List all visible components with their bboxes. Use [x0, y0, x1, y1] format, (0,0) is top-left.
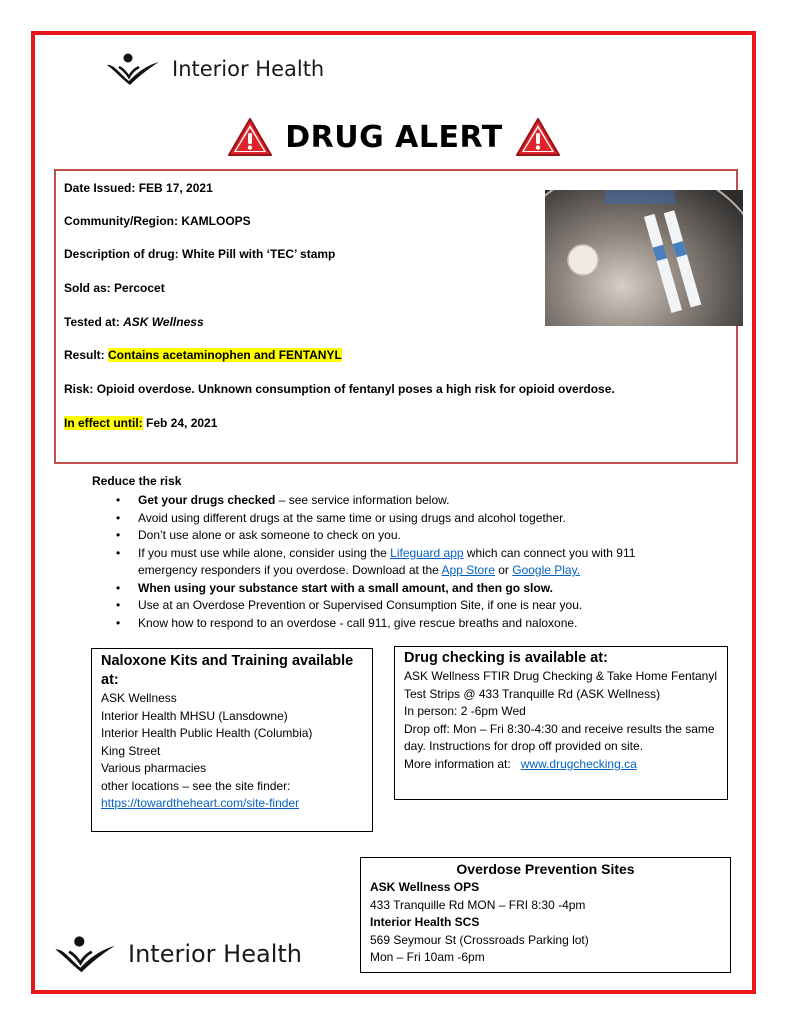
list-item: • Get your drugs checked – see service information below. [92, 492, 702, 510]
tested-at: Tested at: ASK Wellness [64, 315, 204, 329]
drug-checking-drop-off: Drop off: Mon – Fri 8:30-4:30 and receive results the same day. Instructions for drop off provided on site. [404, 721, 715, 753]
list-item: • Don’t use alone or ask someone to check on you. [92, 527, 702, 545]
drug-photo-illustration [545, 190, 743, 326]
list-item: • When using your substance start with a small amount, and then go slow. [92, 580, 702, 598]
community-region: Community/Region: KAMLOOPS [64, 214, 251, 228]
alert-details-box [54, 169, 738, 464]
list-item: • If you must use while alone, consider using the Lifeguard app which can connect you with 911 emergency responders if you overdose. Download at the App Store or Google Play. [92, 545, 652, 580]
ops-site-hours: Mon – Fri 10am -6pm [370, 950, 485, 964]
interior-health-logo-top [104, 52, 324, 86]
alert-title-row [0, 117, 788, 157]
drug-checking-box [394, 646, 728, 800]
naloxone-location: ASK Wellness [101, 691, 177, 705]
interior-health-logo-bottom [52, 934, 302, 974]
warning-icon [515, 117, 561, 157]
naloxone-box [91, 648, 373, 832]
risk: Risk: Opioid overdose. Unknown consumption of fentanyl poses a high risk for opioid overdose. [64, 382, 615, 396]
ops-site-info: 433 Tranquille Rd MON – FRI 8:30 -4pm [370, 897, 586, 912]
naloxone-location: other locations – see the site finder: [101, 778, 291, 793]
date-issued: Date Issued: FEB 17, 2021 [64, 181, 213, 195]
reduce-risk-section [92, 474, 702, 632]
sold-as: Sold as: Percocet [64, 281, 165, 295]
app-store-link[interactable]: App Store [441, 563, 495, 577]
lifeguard-app-link[interactable]: Lifeguard app [390, 545, 464, 560]
overdose-prevention-sites-box [360, 857, 731, 973]
drug-checking-in-person: In person: 2 -6pm Wed [404, 704, 526, 718]
effect-label-highlight: In effect until: [64, 416, 143, 430]
in-effect-until: In effect until: Feb 24, 2021 [64, 416, 218, 430]
interior-health-logo-icon [52, 934, 118, 974]
interior-health-logo-icon [104, 52, 162, 86]
google-play-link[interactable]: Google Play. [512, 563, 581, 577]
drug-checking-more-info: More information at: www.drugchecking.ca [404, 756, 637, 771]
site-finder-link[interactable]: https://towardtheheart.com/site-finder [101, 796, 300, 810]
naloxone-location: Interior Health Public Health (Columbia) [101, 726, 313, 740]
drugchecking-link[interactable]: www.drugchecking.ca [520, 756, 637, 771]
reduce-risk-title: Reduce the risk [92, 474, 182, 488]
drug-photo [545, 190, 743, 326]
naloxone-location: Interior Health MHSU (Lansdowne) [101, 708, 288, 723]
reduce-risk-list [92, 492, 702, 632]
list-item: • Avoid using different drugs at the same time or using drugs and alcohol together. [92, 510, 702, 528]
org-name-top: Interior Health [172, 57, 325, 81]
list-item: • Know how to respond to an overdose - call 911, give rescue breaths and naloxone. [92, 615, 702, 633]
warning-icon [227, 117, 273, 157]
drug-description: Description of drug: White Pill with ‘TEC’ stamp [64, 247, 336, 261]
org-name-bottom: Interior Health [128, 940, 302, 968]
ops-site-address: 569 Seymour St (Crossroads Parking lot) [370, 932, 589, 947]
list-item: • Use at an Overdose Prevention or Supervised Consumption Site, if one is near you. [92, 597, 702, 615]
test-result: Result: Contains acetaminophen and FENTANYL [64, 348, 342, 362]
naloxone-location: King Street [101, 743, 161, 758]
result-highlight: Contains acetaminophen and FENTANYL [108, 348, 342, 362]
ops-site-name: ASK Wellness OPS [370, 880, 480, 894]
drug-checking-service: ASK Wellness FTIR Drug Checking & Take Home Fentanyl Test Strips @ 433 Tranquille Rd (ASK Wellness) [404, 669, 718, 701]
naloxone-title: Naloxone Kits and Training available at: [101, 653, 354, 688]
ops-title: Overdose Prevention Sites [456, 861, 635, 877]
drug-checking-title: Drug checking is available at: [404, 650, 608, 666]
naloxone-location: Various pharmacies [101, 761, 207, 775]
ops-site-name: Interior Health SCS [370, 915, 480, 929]
page-title: DRUG ALERT [285, 119, 503, 155]
